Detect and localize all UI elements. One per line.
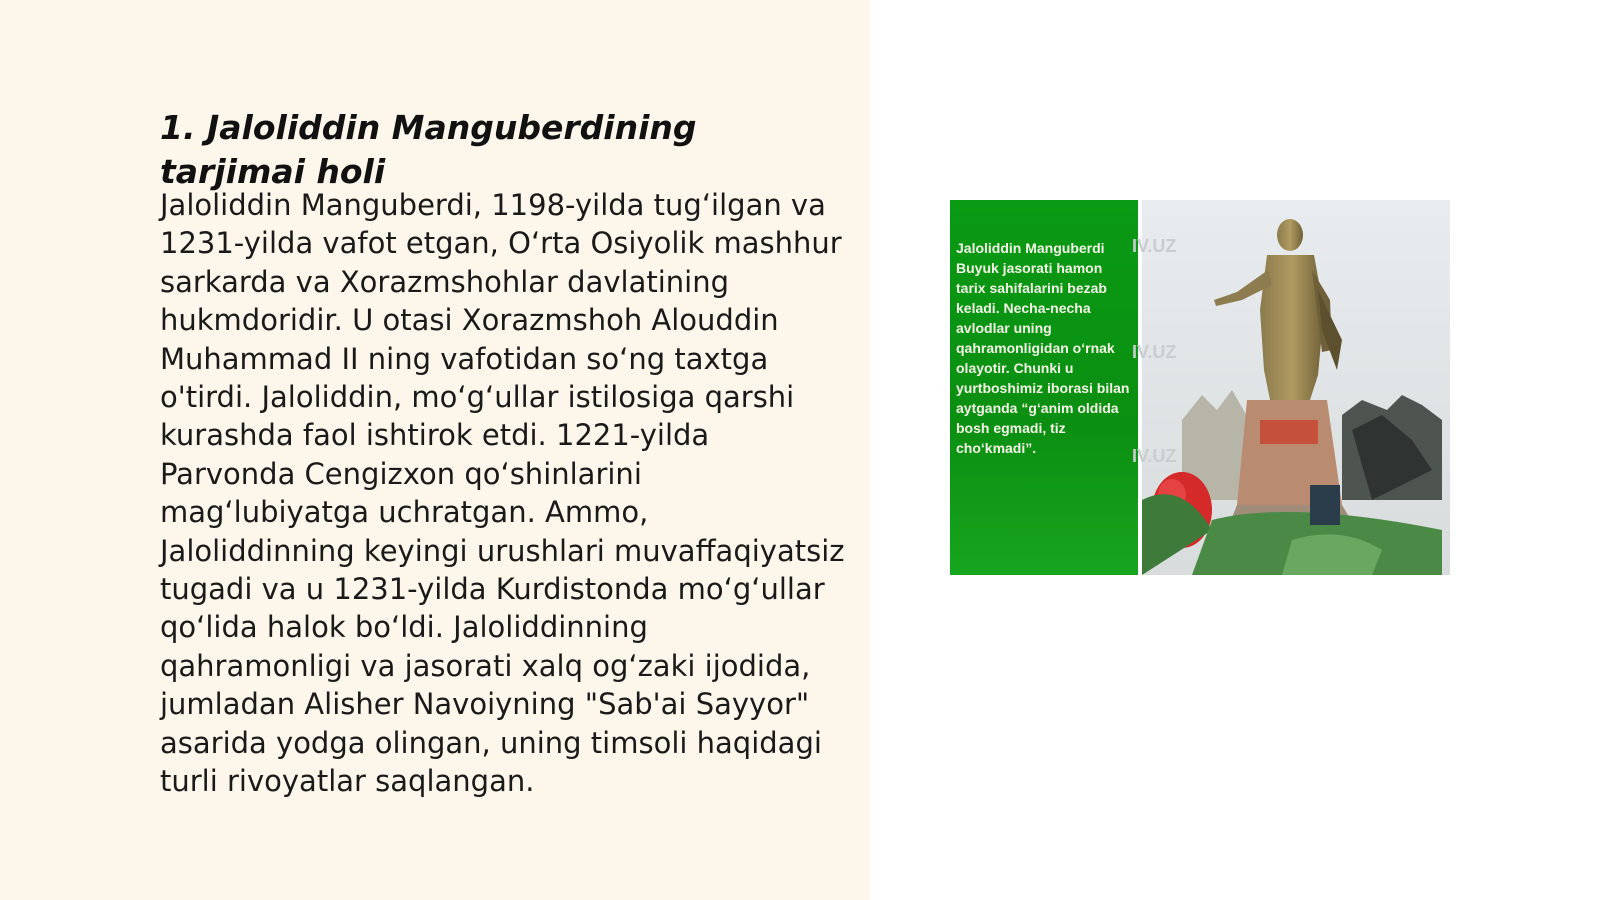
figure-caption: Jaloliddin Manguberdi Buyuk jasorati hamon tarix sahifalarini bezab keladi. Necha-necha avlodlar uning qahramonligidan o‘rnak olayotir. Chunki u yurtboshimiz iborasi bilan aytganda “g‘anim oldida bosh egmadi, tiz cho‘kmadi”. xyxy=(956,240,1130,456)
slide-body-text: Jaloliddin Manguberdi, 1198-yilda tug‘ilgan va 1231-yilda vafot etgan, O‘rta Osiyolik mashhur sarkarda va Xorazmshohlar davlatining hukmdoridir. U otasi Xorazmshoh Alouddin Muhammad II ning vafotidan so‘ng taxtga o'tirdi. Jaloliddin, mo‘g‘ullar istilosiga qarshi kurashda faol ishtirok etdi. 1221-yilda Parvonda Cengizxon qo‘shinlarini mag‘lubiyatga uchratgan. Ammo, Jaloliddinning keyingi urushlari muvaffaqiyatsiz tugadi va u 1231-yilda Kurdistonda mo‘g‘ullar qo‘lida halok bo‘ldi. Jaloliddinning qahramonligi va jasorati xalq og‘zaki ijodida, jumladan Alisher Navoiyning "Sab'ai Sayyor" asarida yodga olingan, uning timsoli haqidagi turli rivoyatlar saqlangan. xyxy=(160,188,845,799)
monument-figure xyxy=(950,200,1450,575)
monument-photo xyxy=(1132,200,1450,575)
watermark-text-1: IV.UZ xyxy=(1132,236,1177,256)
watermark-text-2: IV.UZ xyxy=(1132,342,1177,362)
slide-title: 1. Jaloliddin Manguberdining tarjimai holi xyxy=(160,108,697,191)
watermark-text-3: IV.UZ xyxy=(1132,446,1177,466)
figure-caption-box xyxy=(950,200,1138,575)
monument-image xyxy=(1132,200,1450,575)
